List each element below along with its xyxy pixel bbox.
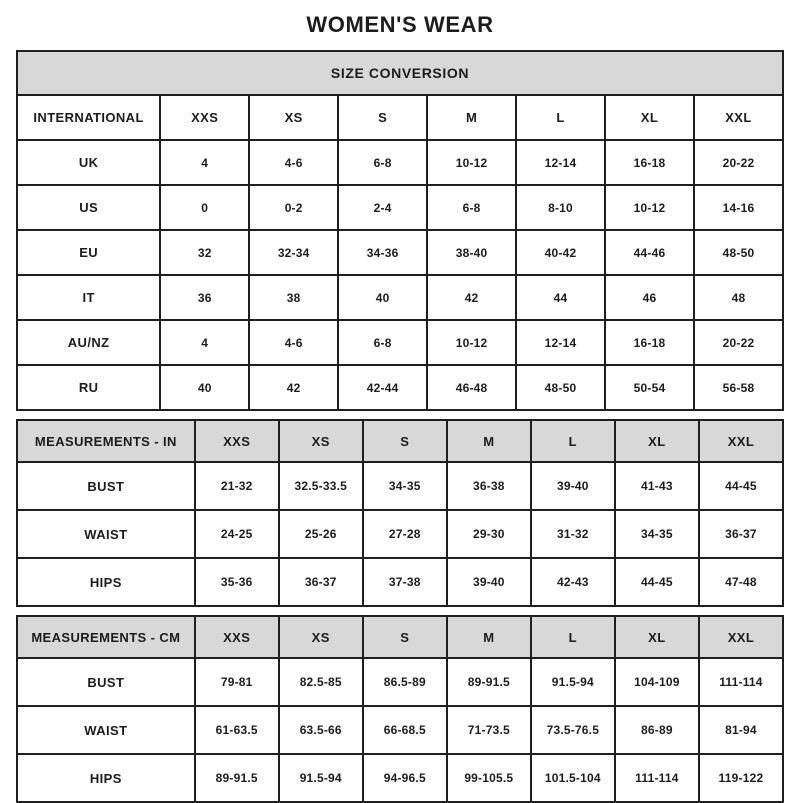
value-cell: 61-63.5 xyxy=(195,706,279,754)
value-cell: 32.5-33.5 xyxy=(279,462,363,510)
value-cell: 73.5-76.5 xyxy=(531,706,615,754)
value-cell: 27-28 xyxy=(363,510,447,558)
value-cell: 91.5-94 xyxy=(279,754,363,802)
size-header-cell: S xyxy=(363,420,447,462)
value-cell: 12-14 xyxy=(516,320,605,365)
row-label-cell: EU xyxy=(17,230,160,275)
row-label-cell: HIPS xyxy=(17,754,195,802)
value-cell: 44-46 xyxy=(605,230,694,275)
value-cell: 8-10 xyxy=(516,185,605,230)
value-cell: 6-8 xyxy=(338,140,427,185)
row-label-cell: AU/NZ xyxy=(17,320,160,365)
header-label-cell: MEASUREMENTS - CM xyxy=(17,616,195,658)
row-label-cell: US xyxy=(17,185,160,230)
table-row xyxy=(17,185,783,230)
value-cell: 37-38 xyxy=(363,558,447,606)
value-cell: 111-114 xyxy=(615,754,699,802)
value-cell: 44-45 xyxy=(699,462,783,510)
value-cell: 2-4 xyxy=(338,185,427,230)
value-cell: 20-22 xyxy=(694,320,783,365)
size-header-cell: M xyxy=(447,616,531,658)
value-cell: 40-42 xyxy=(516,230,605,275)
size-header-cell: XXL xyxy=(699,420,783,462)
value-cell: 48-50 xyxy=(694,230,783,275)
value-cell: 34-35 xyxy=(363,462,447,510)
row-label-cell: WAIST xyxy=(17,510,195,558)
value-cell: 50-54 xyxy=(605,365,694,410)
size-header-cell: S xyxy=(363,616,447,658)
value-cell: 24-25 xyxy=(195,510,279,558)
value-cell: 4-6 xyxy=(249,320,338,365)
value-cell: 16-18 xyxy=(605,320,694,365)
value-cell: 10-12 xyxy=(427,140,516,185)
value-cell: 66-68.5 xyxy=(363,706,447,754)
value-cell: 20-22 xyxy=(694,140,783,185)
measurements-cm-table xyxy=(16,615,784,803)
value-cell: 36-38 xyxy=(447,462,531,510)
size-conversion-table xyxy=(16,50,784,411)
size-header-cell: XXS xyxy=(195,616,279,658)
table-row xyxy=(17,462,783,510)
table-row xyxy=(17,558,783,606)
value-cell: 104-109 xyxy=(615,658,699,706)
value-cell: 44-45 xyxy=(615,558,699,606)
size-header-cell: XXS xyxy=(195,420,279,462)
value-cell: 16-18 xyxy=(605,140,694,185)
value-cell: 36 xyxy=(160,275,249,320)
value-cell: 99-105.5 xyxy=(447,754,531,802)
row-label-cell: HIPS xyxy=(17,558,195,606)
value-cell: 4 xyxy=(160,140,249,185)
value-cell: 39-40 xyxy=(447,558,531,606)
table-row xyxy=(17,754,783,802)
value-cell: 12-14 xyxy=(516,140,605,185)
size-header-cell: XXL xyxy=(694,95,783,140)
header-label-cell: INTERNATIONAL xyxy=(17,95,160,140)
value-cell: 38 xyxy=(249,275,338,320)
row-label-cell: RU xyxy=(17,365,160,410)
value-cell: 82.5-85 xyxy=(279,658,363,706)
value-cell: 40 xyxy=(338,275,427,320)
value-cell: 10-12 xyxy=(605,185,694,230)
value-cell: 46 xyxy=(605,275,694,320)
value-cell: 86-89 xyxy=(615,706,699,754)
row-label-cell: WAIST xyxy=(17,706,195,754)
row-label-cell: IT xyxy=(17,275,160,320)
value-cell: 101.5-104 xyxy=(531,754,615,802)
row-label-cell: UK xyxy=(17,140,160,185)
size-header-cell: M xyxy=(447,420,531,462)
size-header-cell: L xyxy=(516,95,605,140)
table-row xyxy=(17,706,783,754)
value-cell: 38-40 xyxy=(427,230,516,275)
row-label-cell: BUST xyxy=(17,658,195,706)
value-cell: 119-122 xyxy=(699,754,783,802)
value-cell: 34-35 xyxy=(615,510,699,558)
value-cell: 48 xyxy=(694,275,783,320)
value-cell: 46-48 xyxy=(427,365,516,410)
size-header-cell: XL xyxy=(615,616,699,658)
value-cell: 34-36 xyxy=(338,230,427,275)
value-cell: 40 xyxy=(160,365,249,410)
value-cell: 21-32 xyxy=(195,462,279,510)
value-cell: 89-91.5 xyxy=(195,754,279,802)
value-cell: 47-48 xyxy=(699,558,783,606)
value-cell: 111-114 xyxy=(699,658,783,706)
value-cell: 42 xyxy=(249,365,338,410)
value-cell: 25-26 xyxy=(279,510,363,558)
size-header-cell: S xyxy=(338,95,427,140)
value-cell: 36-37 xyxy=(279,558,363,606)
table-row xyxy=(17,230,783,275)
table-row xyxy=(17,275,783,320)
table-row xyxy=(17,365,783,410)
header-label-cell: MEASUREMENTS - IN xyxy=(17,420,195,462)
value-cell: 10-12 xyxy=(427,320,516,365)
value-cell: 48-50 xyxy=(516,365,605,410)
value-cell: 56-58 xyxy=(694,365,783,410)
table-row xyxy=(17,510,783,558)
value-cell: 71-73.5 xyxy=(447,706,531,754)
size-header-cell: L xyxy=(531,420,615,462)
value-cell: 4-6 xyxy=(249,140,338,185)
value-cell: 94-96.5 xyxy=(363,754,447,802)
table-row xyxy=(17,658,783,706)
value-cell: 32-34 xyxy=(249,230,338,275)
value-cell: 35-36 xyxy=(195,558,279,606)
row-label-cell: BUST xyxy=(17,462,195,510)
value-cell: 31-32 xyxy=(531,510,615,558)
value-cell: 4 xyxy=(160,320,249,365)
value-cell: 29-30 xyxy=(447,510,531,558)
value-cell: 42-43 xyxy=(531,558,615,606)
measurements-in-table xyxy=(16,419,784,607)
value-cell: 41-43 xyxy=(615,462,699,510)
value-cell: 63.5-66 xyxy=(279,706,363,754)
value-cell: 32 xyxy=(160,230,249,275)
value-cell: 42-44 xyxy=(338,365,427,410)
size-header-cell: XS xyxy=(279,616,363,658)
table-banner: SIZE CONVERSION xyxy=(17,51,783,95)
size-header-cell: XXS xyxy=(160,95,249,140)
value-cell: 42 xyxy=(427,275,516,320)
table-row xyxy=(17,320,783,365)
size-header-cell: XL xyxy=(615,420,699,462)
value-cell: 79-81 xyxy=(195,658,279,706)
size-header-cell: L xyxy=(531,616,615,658)
value-cell: 6-8 xyxy=(338,320,427,365)
value-cell: 86.5-89 xyxy=(363,658,447,706)
value-cell: 36-37 xyxy=(699,510,783,558)
value-cell: 81-94 xyxy=(699,706,783,754)
value-cell: 14-16 xyxy=(694,185,783,230)
value-cell: 0 xyxy=(160,185,249,230)
size-header-cell: XS xyxy=(249,95,338,140)
value-cell: 44 xyxy=(516,275,605,320)
value-cell: 91.5-94 xyxy=(531,658,615,706)
value-cell: 89-91.5 xyxy=(447,658,531,706)
value-cell: 39-40 xyxy=(531,462,615,510)
size-header-cell: M xyxy=(427,95,516,140)
size-header-cell: XS xyxy=(279,420,363,462)
size-header-cell: XL xyxy=(605,95,694,140)
value-cell: 0-2 xyxy=(249,185,338,230)
value-cell: 6-8 xyxy=(427,185,516,230)
size-header-cell: XXL xyxy=(699,616,783,658)
table-row xyxy=(17,140,783,185)
page-title: WOMEN'S WEAR xyxy=(306,12,494,37)
